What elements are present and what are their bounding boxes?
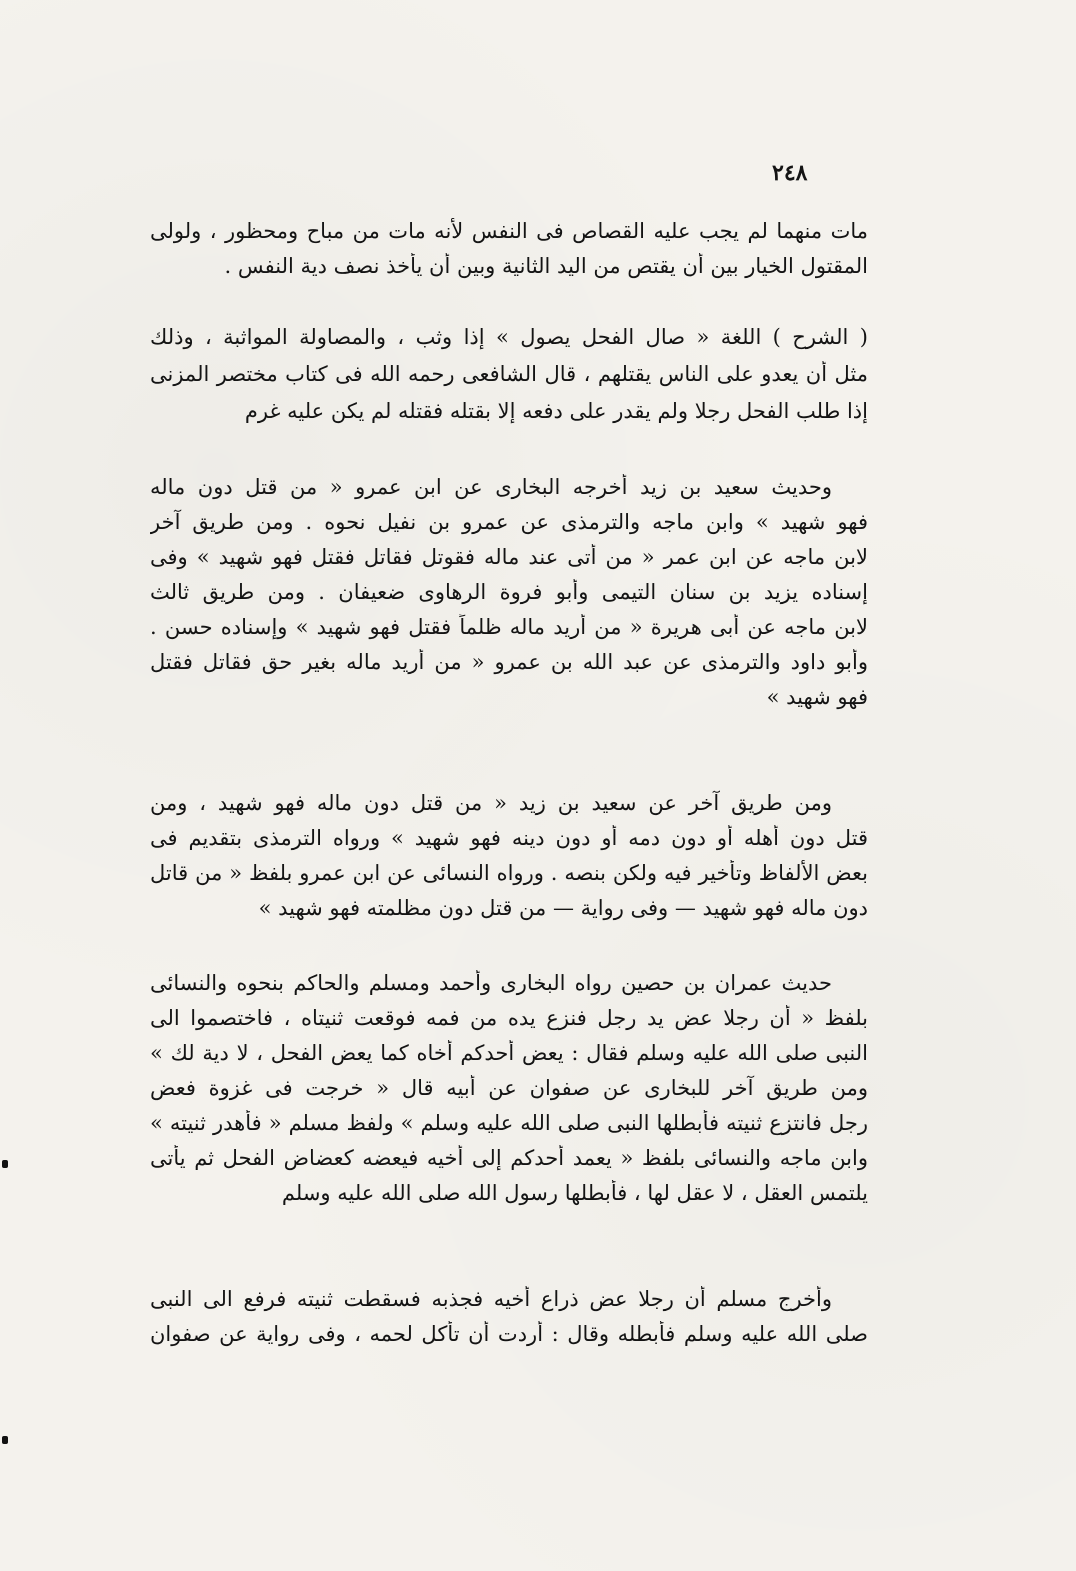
paragraph-6 xyxy=(150,1286,868,1348)
text-line: ومن طريق آخر للبخارى عن صفوان عن أبيه قال « خرجت فى غزوة فعض xyxy=(150,1076,868,1100)
text-line: مات منهما لم يجب عليه القصاص فى النفس لأنه مات من مباح ومحظور ، ولولى xyxy=(150,219,868,243)
text-line: وحديث سعيد بن زيد أخرجه البخارى عن ابن عمرو « من قتل دون ماله xyxy=(150,475,832,499)
text-line: وابن ماجه والنسائى بلفظ « يعمد أحدكم إلى أخيه فيعضه كعضاض الفحل ثم يأتى xyxy=(150,1146,868,1170)
text-line: مثل أن يعدو على الناس يقتلهم ، قال الشافعى رحمه الله فى كتاب مختصر المزنى xyxy=(150,362,868,386)
page-number: ٢٤٨ xyxy=(772,160,808,186)
text-line: وأبو داود والترمذى عن عبد الله بن عمرو « من أريد ماله بغير حق فقاتل فقتل xyxy=(150,650,868,674)
text-line: ومن طريق آخر عن سعيد بن زيد « من قتل دون ماله فهو شهيد ، ومن xyxy=(150,791,832,815)
text-line: قتل دون أهله أو دون دمه أو دون دينه فهو شهيد » ورواه الترمذى بتقديم فى xyxy=(150,826,868,850)
text-line: لابن ماجه عن ابن عمر « من أتى عند ماله فقوتل فقاتل فقتل فهو شهيد » وفى xyxy=(150,545,868,569)
text-line: وأخرج مسلم أن رجلا عض ذراع أخيه فجذبه فسقطت ثنيته فرفع الى النبى xyxy=(150,1287,832,1311)
paragraph-1 xyxy=(150,218,868,280)
text-line: حديث عمران بن حصين رواه البخارى وأحمد ومسلم والحاكم بنحوه والنسائى xyxy=(150,971,832,995)
text-line: إذا طلب الفحل رجلا ولم يقدر على دفعه إلا بقتله فقتله لم يكن عليه غرم xyxy=(244,399,868,423)
scan-edge-mark xyxy=(2,1160,8,1168)
text-line: لابن ماجه عن أبى هريرة « من أريد ماله ظلماً فقتل فهو شهيد » وإسناده حسن . xyxy=(150,615,868,639)
text-line: رجل فانتزع ثنيته فأبطلها النبى صلى الله عليه وسلم » ولفظ مسلم « فأهدر ثنيته » xyxy=(150,1111,868,1135)
text-line: بعض الألفاظ وتأخير فيه ولكن بنصه . ورواه النسائى عن ابن عمرو بلفظ « من قاتل xyxy=(150,861,868,885)
text-line: يلتمس العقل ، لا عقل لها ، فأبطلها رسول الله صلى الله عليه وسلم xyxy=(281,1181,868,1205)
text-line: ( الشرح ) اللغة « صال الفحل يصول » إذا وثب ، والمصاولة المواثبة ، وذلك xyxy=(150,325,868,349)
text-line: إسناده يزيد بن سنان التيمى وأبو فروة الرهاوى ضعيفان . ومن طريق ثالث xyxy=(150,580,868,604)
paragraph-4 xyxy=(150,790,868,922)
text-line: المقتول الخيار بين أن يقتص من اليد الثانية وبين أن يأخذ نصف دية النفس . xyxy=(224,254,868,278)
paragraph-3 xyxy=(150,474,868,711)
paragraph-5 xyxy=(150,970,868,1207)
text-line: النبى صلى الله عليه وسلم فقال : يعض أحدكم أخاه كما يعض الفحل ، لا دية لك » xyxy=(150,1041,868,1065)
text-line: بلفظ « أن رجلا عض يد رجل فنزع يده من فمه فوقعت ثنيتاه ، فاختصموا الى xyxy=(150,1006,868,1030)
paragraph-2 xyxy=(150,324,868,425)
text-line: فهو شهيد » xyxy=(766,685,868,709)
text-line: فهو شهيد » وابن ماجه والترمذى عن عمرو بن نفيل نحوه . ومن طريق آخر xyxy=(150,510,868,534)
text-line: دون ماله فهو شهيد — وفى رواية — من قتل دون مظلمته فهو شهيد » xyxy=(258,896,868,920)
text-line: صلى الله عليه وسلم فأبطله وقال : أردت أن تأكل لحمه ، وفى رواية عن صفوان xyxy=(150,1322,868,1346)
scan-edge-mark xyxy=(2,1436,8,1444)
